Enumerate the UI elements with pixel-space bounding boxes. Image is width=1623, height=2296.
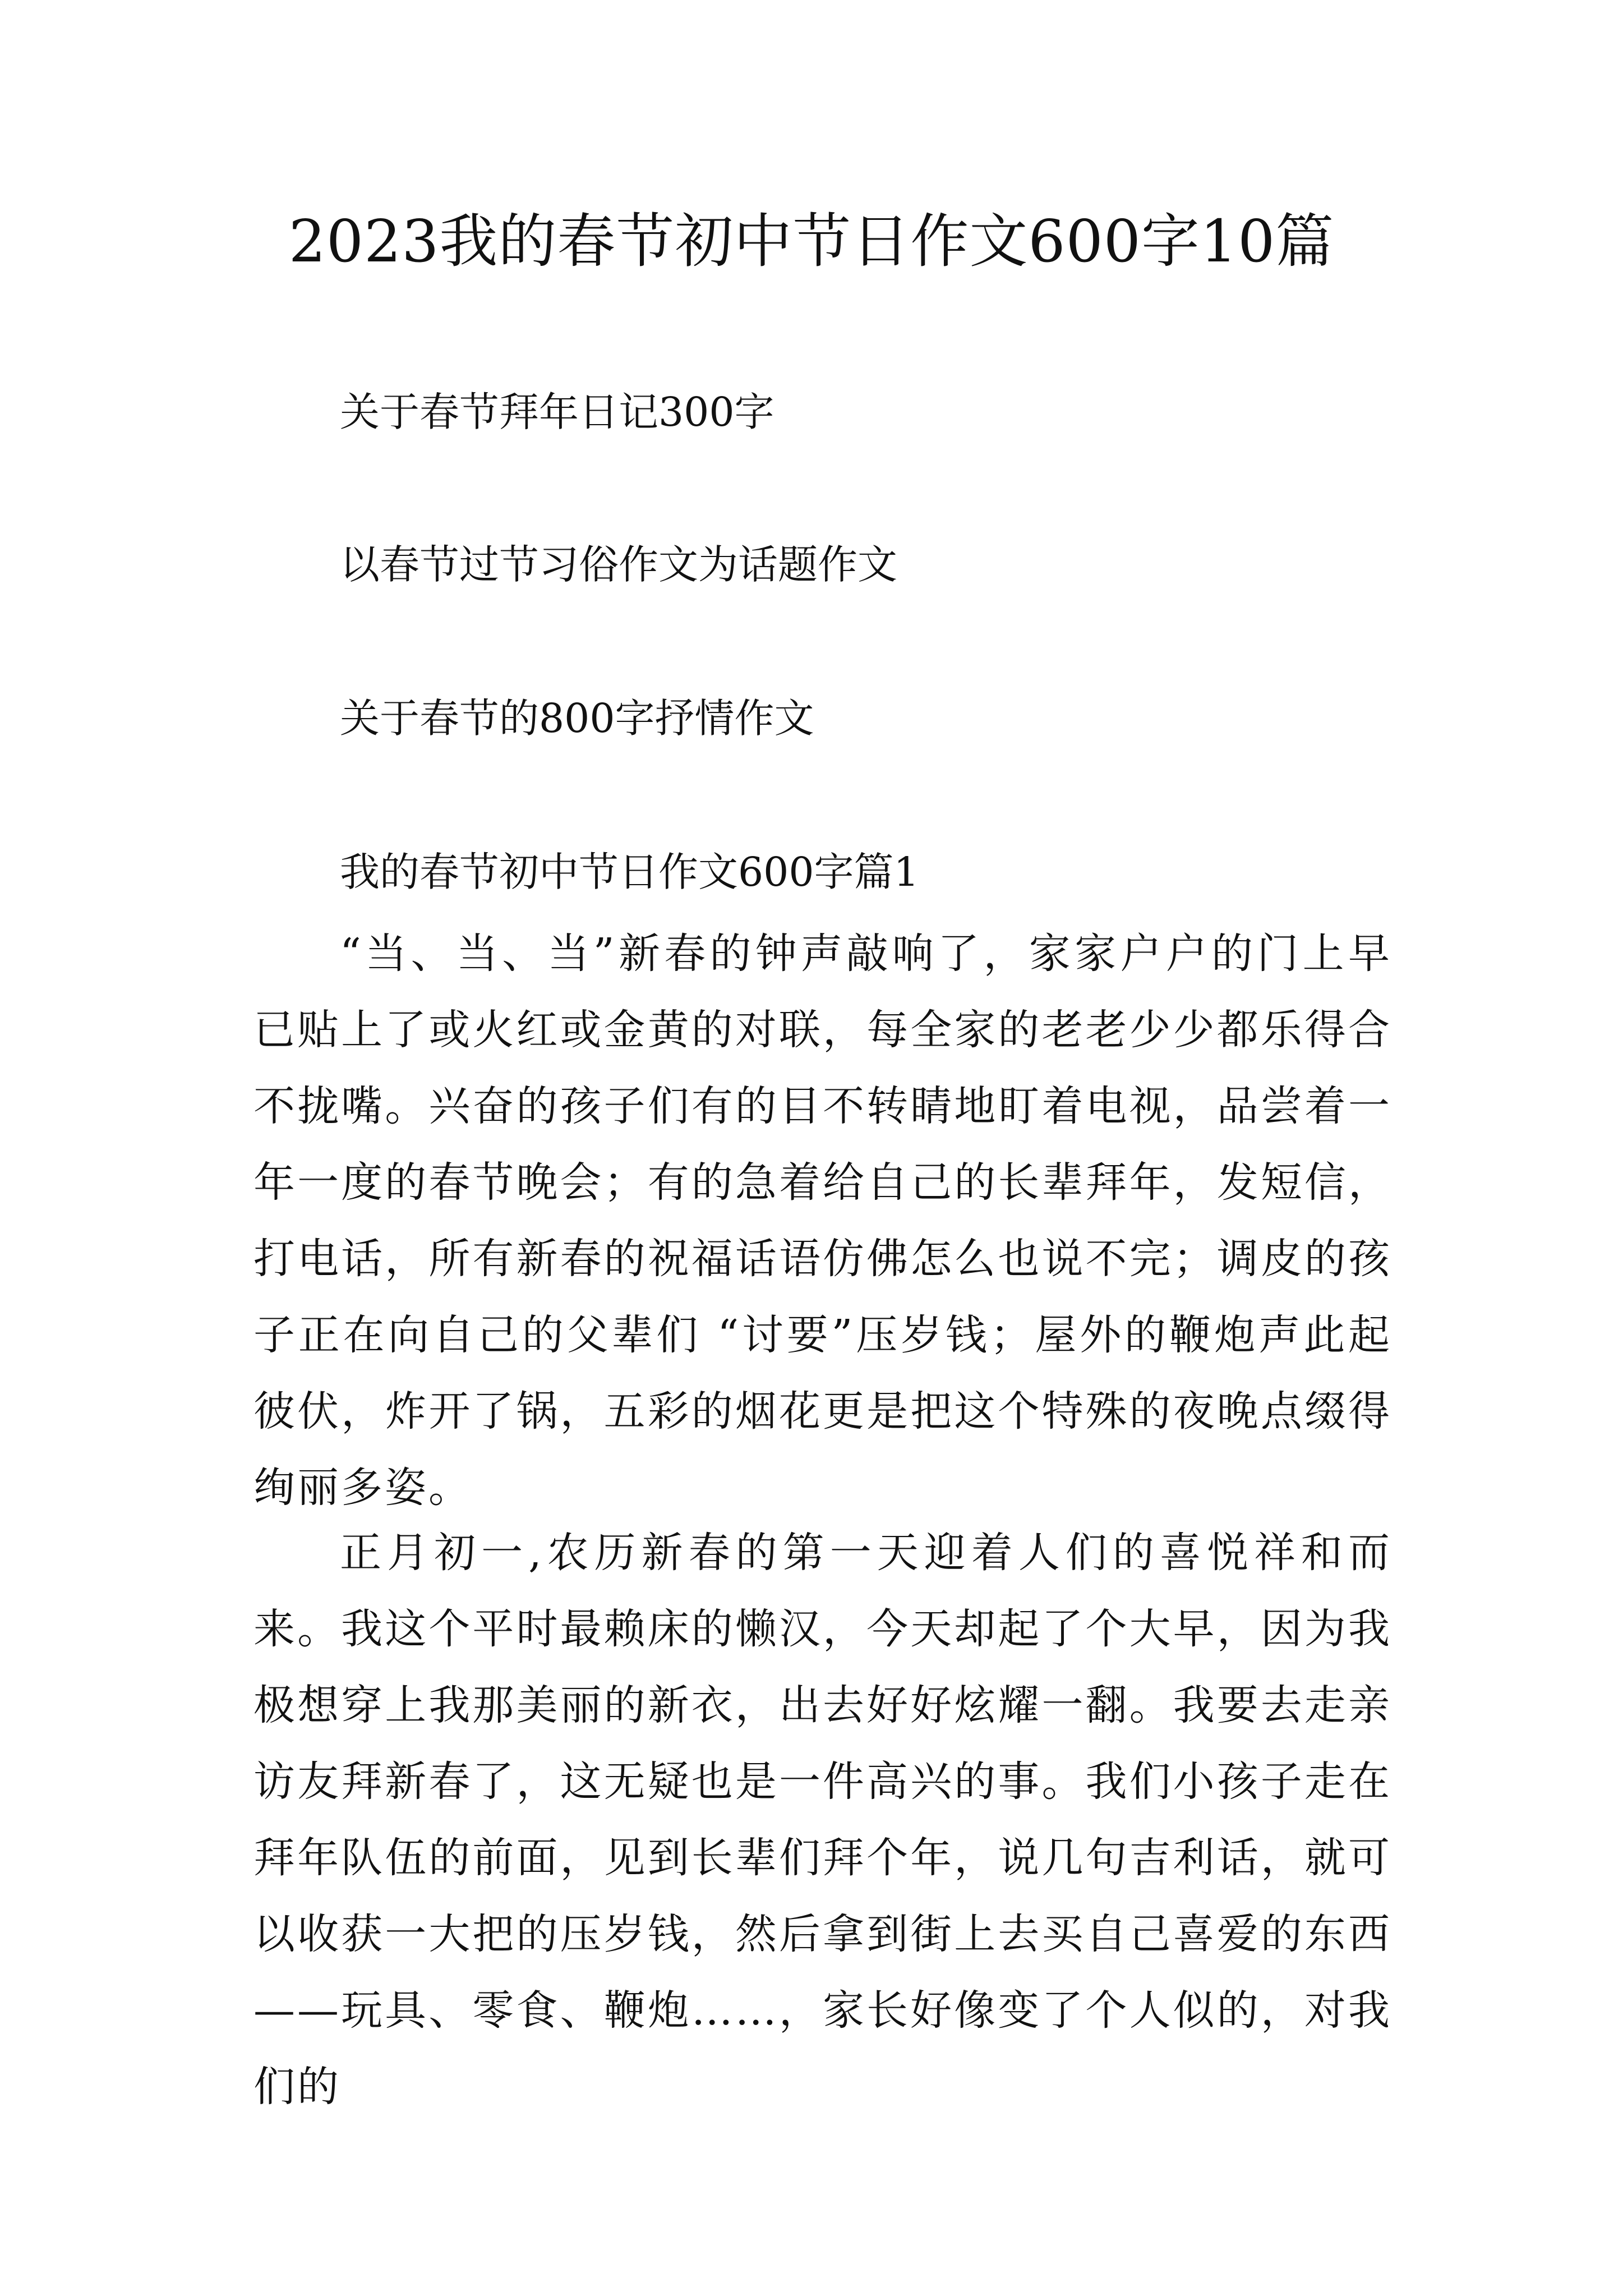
section-heading: 我的春节初中节日作文600字篇1 [340, 849, 919, 895]
document-title: 2023我的春节初中节日作文600字10篇 [288, 207, 1335, 275]
related-link-festival-customs-essay: 以春节过节习俗作文为话题作文 [340, 541, 898, 588]
body-paragraph: 正月初一,农历新春的第一天迎着人们的喜悦祥和而来。我这个平时最赖床的懒汉，今天却起了个大早，因为我极想穿上我那美丽的新衣，出去好好炫耀一翻。我要去走亲访友拜新春了，这无疑也是一件高兴的事。我们小孩子走在拜年队伍的前面，见到长辈们拜个年，说几句吉利话，就可以收获一大把的压岁钱，然后拿到街上去买自己喜爱的东西——玩具、零食、鞭炮……，家长好像变了个人似的，对我们的 [253, 1529, 1392, 2111]
related-link-spring-greeting-diary: 关于春节拜年日记300字 [340, 389, 774, 435]
related-link-lyrical-essay: 关于春节的800字抒情作文 [340, 695, 814, 742]
body-paragraph: “当、当、当”新春的钟声敲响了，家家户户的门上早已贴上了或火红或金黄的对联，每全家的老老少少都乐得合不拢嘴。兴奋的孩子们有的目不转睛地盯着电视，品尝着一年一度的春节晚会；有的急着给自己的长辈拜年，发短信，打电话，所有新春的祝福话语仿佛怎么也说不完；调皮的孩子正在向自己的父辈们 “讨要”压岁钱；屋外的鞭炮声此起彼伏，炸开了锅，五彩的烟花更是把这个特殊的夜晚点缀得绚丽多姿。 [253, 930, 1392, 1512]
